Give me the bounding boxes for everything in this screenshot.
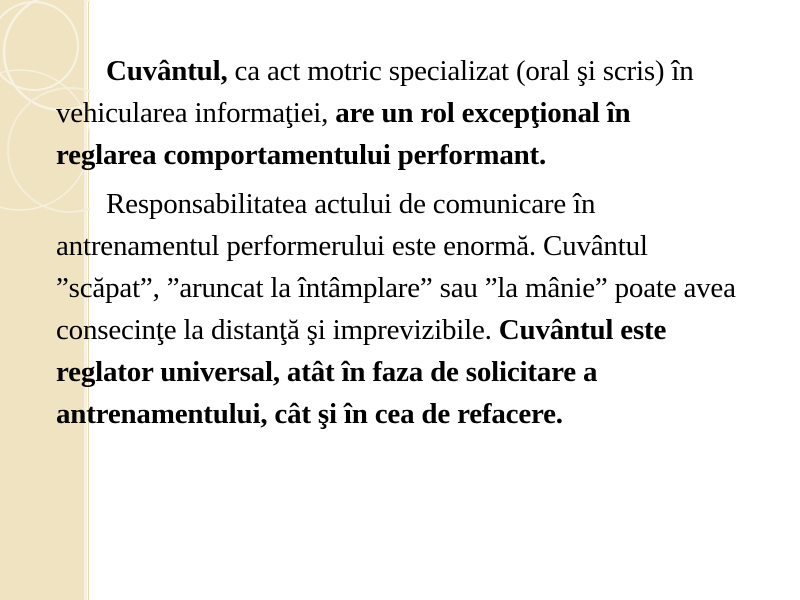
slide-body-text [56,50,736,442]
paragraph-2 [56,183,736,435]
paragraph-2-run-2: Cuvântul este reglator universal, atât în faza de solicitare a antrenamentului, cât şi în cea de refacere. [56,314,667,430]
paragraph-1-run-2: ca act motric specializat (oral şi scris) în vehicularea informaţiei, [56,55,694,129]
paragraph-1-run-1: Cuvântul, [106,55,228,87]
paragraph-1-run-3: are un rol excepţional în reglarea comportamentului performant. [56,97,631,171]
paragraph-1 [56,50,736,176]
paragraph-2-run-1: Responsabilitatea actului de comunicare în antrenamentul performerului este enormă. Cuvântul ”scăpat”, ”aruncat la întâmplare” sau ”la mânie” poate avea consecinţe la distanţă şi imprevizibile. [56,188,736,346]
